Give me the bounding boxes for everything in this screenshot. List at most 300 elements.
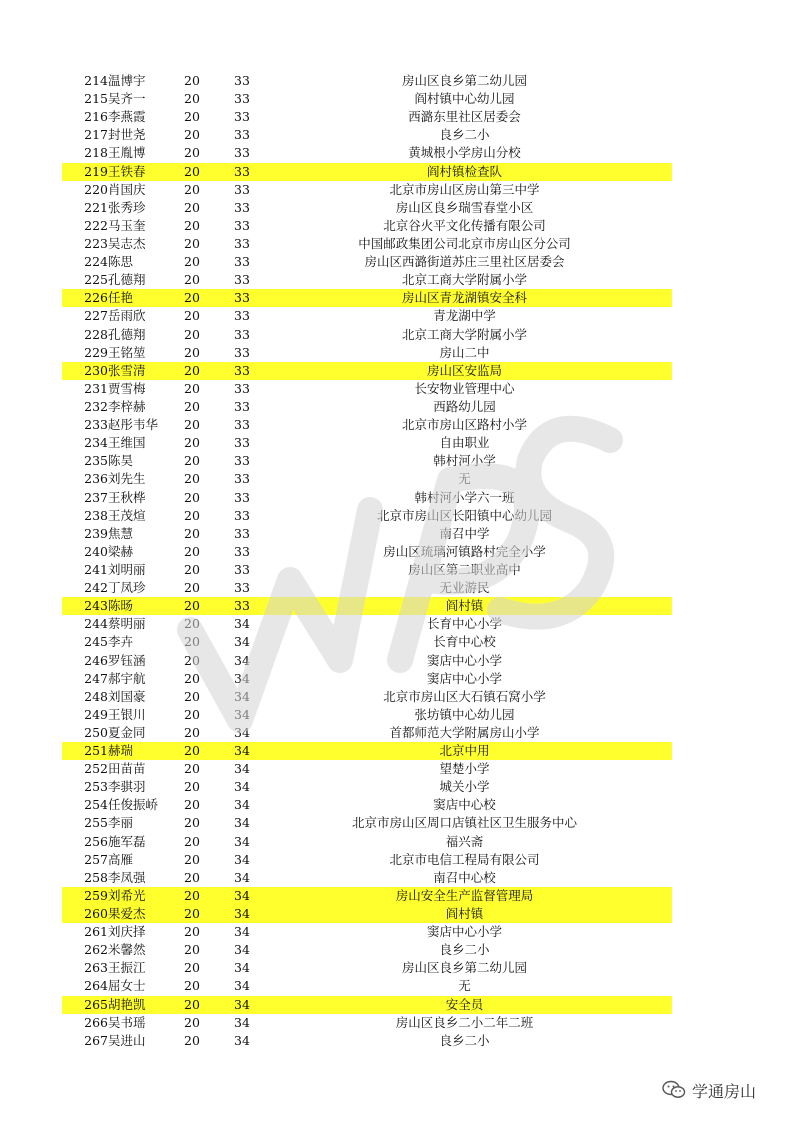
value-b: 34 xyxy=(234,960,250,976)
row-number: 219 xyxy=(84,163,108,179)
table-row xyxy=(62,977,672,995)
value-b: 34 xyxy=(234,779,250,795)
organization: 张坊镇中心幼儿园 xyxy=(414,706,515,722)
table-row xyxy=(62,670,672,688)
table-row xyxy=(62,579,672,597)
table-row xyxy=(62,126,672,144)
value-b: 33 xyxy=(234,181,250,197)
value-a: 20 xyxy=(184,887,200,903)
value-b: 33 xyxy=(234,489,250,505)
table-row xyxy=(62,271,672,289)
organization: 西路幼儿园 xyxy=(433,398,496,414)
value-a: 20 xyxy=(184,869,200,885)
value-a: 20 xyxy=(184,398,200,414)
value-a: 20 xyxy=(184,344,200,360)
value-b: 34 xyxy=(234,761,250,777)
row-number: 244 xyxy=(84,616,108,632)
row-number: 217 xyxy=(84,127,108,143)
organization: 南召中学 xyxy=(439,525,490,541)
account-name: 学通房山 xyxy=(692,1081,757,1101)
organization: 青龙湖中学 xyxy=(433,308,496,324)
value-b: 34 xyxy=(234,616,250,632)
person-name: 焦慧 xyxy=(108,525,134,541)
table-row xyxy=(62,778,672,796)
table-row xyxy=(62,181,672,199)
organization: 长育中心校 xyxy=(433,634,496,650)
table-row xyxy=(62,851,672,869)
person-name: 任俊振峤 xyxy=(108,797,159,813)
row-number: 260 xyxy=(84,906,108,922)
table-row xyxy=(62,1014,672,1032)
row-number: 256 xyxy=(84,833,108,849)
organization: 望楚小学 xyxy=(439,761,490,777)
value-b: 34 xyxy=(234,833,250,849)
value-a: 20 xyxy=(184,380,200,396)
value-a: 20 xyxy=(184,833,200,849)
table-row xyxy=(62,724,672,742)
value-a: 20 xyxy=(184,815,200,831)
value-b: 33 xyxy=(234,235,250,251)
table-row xyxy=(62,869,672,887)
person-name: 赵彤韦华 xyxy=(108,417,159,433)
person-name: 屈女士 xyxy=(108,978,146,994)
organization: 房山二中 xyxy=(439,344,490,360)
table-row xyxy=(62,90,672,108)
organization: 房山区良乡第二幼儿园 xyxy=(401,73,527,88)
value-a: 20 xyxy=(184,580,200,596)
value-b: 33 xyxy=(234,580,250,596)
organization: 韩村河小学 xyxy=(433,453,496,469)
organization: 自由职业 xyxy=(439,435,490,451)
value-b: 33 xyxy=(234,362,250,378)
table-row xyxy=(62,923,672,941)
value-a: 20 xyxy=(184,453,200,469)
value-a: 20 xyxy=(184,417,200,433)
table-row xyxy=(62,615,672,633)
organization: 无 xyxy=(458,471,471,487)
value-a: 20 xyxy=(184,851,200,867)
value-b: 34 xyxy=(234,851,250,867)
value-b: 33 xyxy=(234,127,250,143)
value-b: 33 xyxy=(234,453,250,469)
row-number: 258 xyxy=(84,869,108,885)
row-number: 218 xyxy=(84,145,108,161)
value-b: 34 xyxy=(234,634,250,650)
row-number: 262 xyxy=(84,942,108,958)
table-row xyxy=(62,507,672,525)
value-a: 20 xyxy=(184,235,200,251)
row-number: 243 xyxy=(84,598,108,614)
value-a: 20 xyxy=(184,525,200,541)
organization: 北京市房山区房山第三中学 xyxy=(389,181,540,197)
person-name: 李骐羽 xyxy=(108,779,146,795)
row-number: 234 xyxy=(84,435,108,451)
value-a: 20 xyxy=(184,688,200,704)
person-name: 孔德翔 xyxy=(108,326,146,342)
value-a: 20 xyxy=(184,670,200,686)
person-name: 罗钰涵 xyxy=(108,652,146,668)
footer-brand xyxy=(662,1075,756,1105)
row-number: 215 xyxy=(84,91,108,107)
organization: 房山区良乡二小二年二班 xyxy=(395,1014,534,1030)
value-b: 33 xyxy=(234,109,250,125)
person-name: 刘明丽 xyxy=(108,561,146,577)
table-row xyxy=(62,452,672,470)
person-name: 王茂煊 xyxy=(108,507,146,523)
table-row xyxy=(62,307,672,325)
row-number: 231 xyxy=(84,380,108,396)
value-a: 20 xyxy=(184,489,200,505)
organization: 无业游民 xyxy=(439,580,490,596)
value-a: 20 xyxy=(184,779,200,795)
value-a: 20 xyxy=(184,109,200,125)
value-a: 20 xyxy=(184,308,200,324)
row-number: 261 xyxy=(84,924,108,940)
value-a: 20 xyxy=(184,743,200,759)
person-name: 李卉 xyxy=(108,634,134,650)
row-number: 240 xyxy=(84,543,108,559)
table-row xyxy=(62,344,672,362)
organization: 窦店中心小学 xyxy=(426,670,502,686)
value-a: 20 xyxy=(184,960,200,976)
organization: 中国邮政集团公司北京市房山区分公司 xyxy=(358,235,571,251)
value-a: 20 xyxy=(184,145,200,161)
row-number: 226 xyxy=(84,290,108,306)
person-name: 孔德翔 xyxy=(108,272,146,288)
table-row xyxy=(62,108,672,126)
table-row xyxy=(62,525,672,543)
value-a: 20 xyxy=(184,996,200,1012)
row-number: 264 xyxy=(84,978,108,994)
row-number: 227 xyxy=(84,308,108,324)
row-number: 253 xyxy=(84,779,108,795)
row-number: 224 xyxy=(84,254,108,270)
value-b: 34 xyxy=(234,815,250,831)
row-number: 230 xyxy=(84,362,108,378)
person-name: 王维国 xyxy=(108,435,146,451)
person-name: 马玉奎 xyxy=(108,217,146,233)
person-name: 李凤强 xyxy=(108,869,146,885)
row-number: 246 xyxy=(84,652,108,668)
person-name: 蔡明丽 xyxy=(108,616,146,632)
value-b: 33 xyxy=(234,525,250,541)
value-a: 20 xyxy=(184,127,200,143)
value-b: 33 xyxy=(234,507,250,523)
table-row xyxy=(62,416,672,434)
value-b: 34 xyxy=(234,1014,250,1030)
table-row xyxy=(62,688,672,706)
row-number: 254 xyxy=(84,797,108,813)
table-row xyxy=(62,905,672,923)
organization: 北京工商大学附属小学 xyxy=(401,272,527,288)
row-number: 229 xyxy=(84,344,108,360)
row-number: 223 xyxy=(84,235,108,251)
organization: 北京市电信工程局有限公司 xyxy=(389,851,540,867)
value-a: 20 xyxy=(184,761,200,777)
value-a: 20 xyxy=(184,290,200,306)
organization: 长育中心小学 xyxy=(426,616,502,632)
value-b: 34 xyxy=(234,670,250,686)
person-name: 吴书瑶 xyxy=(108,1014,146,1030)
value-b: 34 xyxy=(234,706,250,722)
table-row xyxy=(62,941,672,959)
value-b: 34 xyxy=(234,688,250,704)
organization: 窦店中心小学 xyxy=(426,652,502,668)
organization: 西潞东里社区居委会 xyxy=(408,109,521,125)
value-a: 20 xyxy=(184,942,200,958)
value-a: 20 xyxy=(184,471,200,487)
table-row xyxy=(62,253,672,271)
person-name: 郝宇航 xyxy=(108,670,146,686)
person-name: 任艳 xyxy=(108,290,134,306)
organization: 房山区琉璃河镇路村完全小学 xyxy=(383,543,546,559)
row-number: 228 xyxy=(84,326,108,342)
row-number: 241 xyxy=(84,561,108,577)
row-number: 238 xyxy=(84,507,108,523)
table-row xyxy=(62,235,672,253)
person-name: 贾雪梅 xyxy=(108,380,146,396)
person-name: 丁凤珍 xyxy=(108,580,146,596)
organization: 北京市房山区大石镇石窝小学 xyxy=(383,688,546,704)
value-a: 20 xyxy=(184,1032,200,1048)
organization: 房山区第二职业高中 xyxy=(408,561,521,577)
value-a: 20 xyxy=(184,326,200,342)
row-number: 267 xyxy=(84,1032,108,1048)
organization: 房山区西潞街道苏庄三里社区居委会 xyxy=(364,254,565,270)
person-name: 王胤博 xyxy=(108,145,146,161)
value-a: 20 xyxy=(184,978,200,994)
value-b: 33 xyxy=(234,217,250,233)
value-a: 20 xyxy=(184,254,200,270)
value-b: 33 xyxy=(234,417,250,433)
person-name: 王秋桦 xyxy=(108,489,146,505)
value-a: 20 xyxy=(184,652,200,668)
row-number: 214 xyxy=(84,73,108,88)
table-row xyxy=(62,706,672,724)
value-b: 34 xyxy=(234,869,250,885)
value-a: 20 xyxy=(184,217,200,233)
person-name: 刘先生 xyxy=(108,471,146,487)
organization: 首都师范大学附属房山小学 xyxy=(389,724,540,740)
person-name: 温博宇 xyxy=(108,73,146,88)
row-number: 242 xyxy=(84,580,108,596)
value-b: 33 xyxy=(234,561,250,577)
organization: 韩村河小学六一班 xyxy=(414,489,515,505)
value-b: 33 xyxy=(234,145,250,161)
table-row xyxy=(62,633,672,651)
table-row xyxy=(62,199,672,217)
table-row xyxy=(62,217,672,235)
person-name: 封世尧 xyxy=(108,127,146,143)
value-b: 33 xyxy=(234,344,250,360)
person-name: 刘国豪 xyxy=(108,688,146,704)
value-b: 33 xyxy=(234,254,250,270)
organization: 北京谷火平文化传播有限公司 xyxy=(383,217,546,233)
value-b: 33 xyxy=(234,91,250,107)
table-row xyxy=(62,144,672,162)
person-name: 王银川 xyxy=(108,706,146,722)
organization: 北京市房山区路村小学 xyxy=(401,417,527,433)
row-number: 239 xyxy=(84,525,108,541)
table-row xyxy=(62,652,672,670)
table-row xyxy=(62,72,672,90)
value-b: 34 xyxy=(234,1032,250,1048)
table-row xyxy=(62,398,672,416)
organization: 阎村镇 xyxy=(445,906,484,922)
person-name: 米馨然 xyxy=(108,942,146,958)
organization: 阎村镇检查队 xyxy=(426,163,502,179)
row-number: 248 xyxy=(84,688,108,704)
value-a: 20 xyxy=(184,797,200,813)
organization: 安全员 xyxy=(445,996,484,1012)
value-b: 34 xyxy=(234,887,250,903)
row-number: 232 xyxy=(84,398,108,414)
row-number: 252 xyxy=(84,761,108,777)
row-number: 235 xyxy=(84,453,108,469)
organization: 南召中心校 xyxy=(433,869,496,885)
table-row xyxy=(62,326,672,344)
organization: 黄城根小学房山分校 xyxy=(408,145,521,161)
table-row xyxy=(62,489,672,507)
row-number: 259 xyxy=(84,887,108,903)
table-row xyxy=(62,289,672,307)
person-name: 肖国庆 xyxy=(108,181,146,197)
table-row xyxy=(62,814,672,832)
value-a: 20 xyxy=(184,906,200,922)
value-a: 20 xyxy=(184,435,200,451)
value-b: 33 xyxy=(234,199,250,215)
person-name: 王铭堃 xyxy=(108,344,146,360)
person-name: 张雪清 xyxy=(108,362,146,378)
value-b: 33 xyxy=(234,326,250,342)
person-name: 夏金同 xyxy=(108,724,146,740)
person-name: 王铁春 xyxy=(108,163,146,179)
organization: 阎村镇中心幼儿园 xyxy=(414,91,515,107)
value-a: 20 xyxy=(184,598,200,614)
table-row xyxy=(62,887,672,905)
person-name: 陈思 xyxy=(108,254,134,270)
table-row xyxy=(62,543,672,561)
person-name: 陈旸 xyxy=(108,598,134,614)
organization: 房山安全生产监督管理局 xyxy=(395,887,534,903)
person-name: 李燕霞 xyxy=(108,109,146,125)
value-b: 34 xyxy=(234,924,250,940)
organization: 良乡二小 xyxy=(439,127,490,143)
value-b: 34 xyxy=(234,743,250,759)
organization: 窦店中心校 xyxy=(433,797,496,813)
row-number: 245 xyxy=(84,634,108,650)
row-number: 220 xyxy=(84,181,108,197)
person-name: 赫瑞 xyxy=(108,743,134,759)
organization: 房山区青龙湖镇安全科 xyxy=(401,290,527,306)
organization: 长安物业管理中心 xyxy=(414,380,515,396)
row-number: 221 xyxy=(84,199,108,215)
value-b: 33 xyxy=(234,163,250,179)
table-row xyxy=(62,760,672,778)
value-a: 20 xyxy=(184,91,200,107)
row-number: 255 xyxy=(84,815,108,831)
organization: 北京中用 xyxy=(439,743,490,759)
organization: 房山区良乡第二幼儿园 xyxy=(401,960,527,976)
table-row xyxy=(62,163,672,181)
person-name: 高雁 xyxy=(108,851,134,867)
table-row xyxy=(62,833,672,851)
wechat-icon xyxy=(662,1080,686,1100)
table-row xyxy=(62,597,672,615)
person-name: 王振江 xyxy=(108,960,146,976)
value-a: 20 xyxy=(184,543,200,559)
value-b: 34 xyxy=(234,942,250,958)
value-b: 33 xyxy=(234,598,250,614)
organization: 窦店中心小学 xyxy=(426,924,502,940)
value-a: 20 xyxy=(184,1014,200,1030)
value-a: 20 xyxy=(184,561,200,577)
person-name: 施军磊 xyxy=(108,833,146,849)
table-row xyxy=(62,470,672,488)
table-row xyxy=(62,380,672,398)
value-b: 34 xyxy=(234,724,250,740)
value-b: 34 xyxy=(234,906,250,922)
row-number: 225 xyxy=(84,272,108,288)
value-b: 34 xyxy=(234,797,250,813)
value-b: 33 xyxy=(234,398,250,414)
table-row xyxy=(62,362,672,380)
value-a: 20 xyxy=(184,706,200,722)
value-a: 20 xyxy=(184,181,200,197)
row-number: 249 xyxy=(84,706,108,722)
person-name: 张秀珍 xyxy=(108,199,146,215)
row-number: 247 xyxy=(84,670,108,686)
organization: 无 xyxy=(458,978,471,994)
organization: 房山区安监局 xyxy=(426,362,502,378)
organization: 房山区良乡瑞雪春堂小区 xyxy=(395,199,534,215)
row-number: 257 xyxy=(84,851,108,867)
row-number: 233 xyxy=(84,417,108,433)
value-b: 33 xyxy=(234,272,250,288)
value-b: 33 xyxy=(234,471,250,487)
table-row xyxy=(62,996,672,1014)
value-b: 34 xyxy=(234,996,250,1012)
row-number: 216 xyxy=(84,109,108,125)
value-a: 20 xyxy=(184,507,200,523)
person-name: 刘庆择 xyxy=(108,924,146,940)
table-row xyxy=(62,742,672,760)
value-a: 20 xyxy=(184,724,200,740)
row-number: 263 xyxy=(84,960,108,976)
results-table xyxy=(62,72,672,1050)
value-b: 34 xyxy=(234,652,250,668)
value-a: 20 xyxy=(184,362,200,378)
value-a: 20 xyxy=(184,73,200,88)
row-number: 236 xyxy=(84,471,108,487)
value-b: 33 xyxy=(234,543,250,559)
person-name: 李丽 xyxy=(108,815,134,831)
person-name: 梁赫 xyxy=(108,543,134,559)
organization: 北京市房山区长阳镇中心幼儿园 xyxy=(376,507,552,523)
value-a: 20 xyxy=(184,199,200,215)
table-row xyxy=(62,796,672,814)
row-number: 237 xyxy=(84,489,108,505)
row-number: 251 xyxy=(84,743,108,759)
person-name: 吴齐一 xyxy=(108,91,146,107)
value-a: 20 xyxy=(184,924,200,940)
value-a: 20 xyxy=(184,616,200,632)
organization: 北京工商大学附属小学 xyxy=(401,326,527,342)
row-number: 250 xyxy=(84,724,108,740)
value-b: 33 xyxy=(234,308,250,324)
organization: 城关小学 xyxy=(439,779,490,795)
value-b: 33 xyxy=(234,380,250,396)
